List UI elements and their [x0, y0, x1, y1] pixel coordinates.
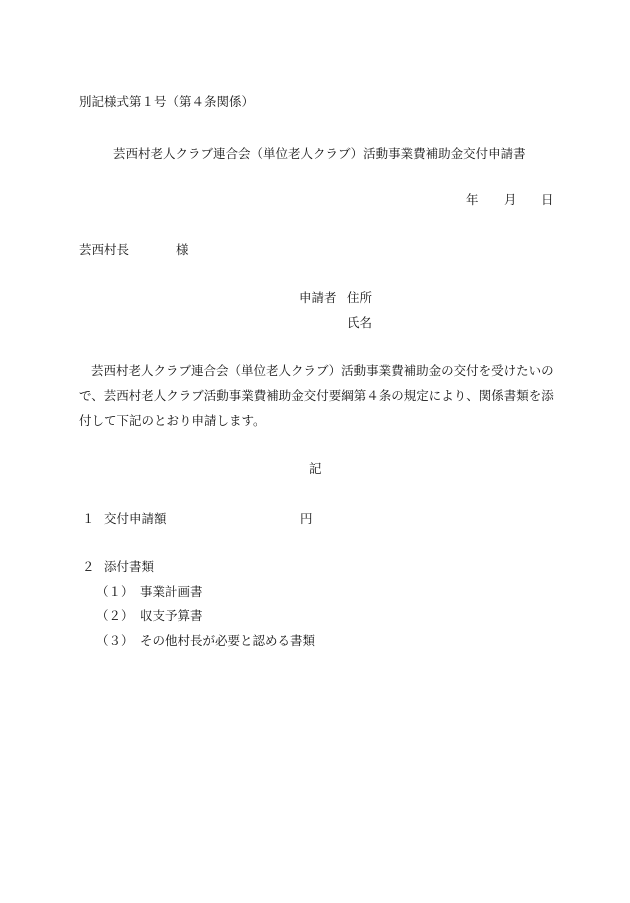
body-line: 芸西村老人クラブ連合会（単位老人クラブ）活動事業費補助金の交付を受けたいの [91, 363, 554, 378]
date-month: 月 [504, 192, 517, 207]
date-year: 年 [466, 192, 479, 207]
applicant-label: 申請者 [299, 290, 337, 305]
addressee-name: 芸西村長 [79, 242, 130, 257]
body-line: で、芸西村老人クラブ活動事業費補助金交付要綱第４条の規定により、関係書類を添 [79, 388, 554, 403]
doc-label: 事業計画書 [140, 584, 203, 599]
item-1-unit: 円 [300, 511, 313, 526]
item-1-label: 交付申請額 [104, 511, 167, 526]
item-2-number: ２ [82, 559, 95, 574]
doc-number: （２） [96, 608, 134, 623]
doc-label: その他村長が必要と認める書類 [140, 633, 316, 648]
doc-label: 収支予算書 [140, 608, 203, 623]
addressee-honorific: 様 [176, 242, 189, 257]
doc-number: （３） [96, 633, 134, 648]
applicant-name-label: 氏名 [347, 315, 373, 330]
item-1-number: １ [82, 511, 95, 526]
form-number: 別記様式第１号（第４条関係） [79, 94, 255, 109]
body-line: 付して下記のとおり申請します。 [79, 413, 266, 428]
ki-heading: 記 [309, 461, 322, 476]
date-day: 日 [541, 192, 554, 207]
document-title: 芸西村老人クラブ連合会（単位老人クラブ）活動事業費補助金交付申請書 [113, 146, 526, 161]
applicant-address-label: 住所 [347, 290, 373, 305]
doc-number: （１） [96, 584, 134, 599]
item-2-label: 添付書類 [104, 559, 155, 574]
